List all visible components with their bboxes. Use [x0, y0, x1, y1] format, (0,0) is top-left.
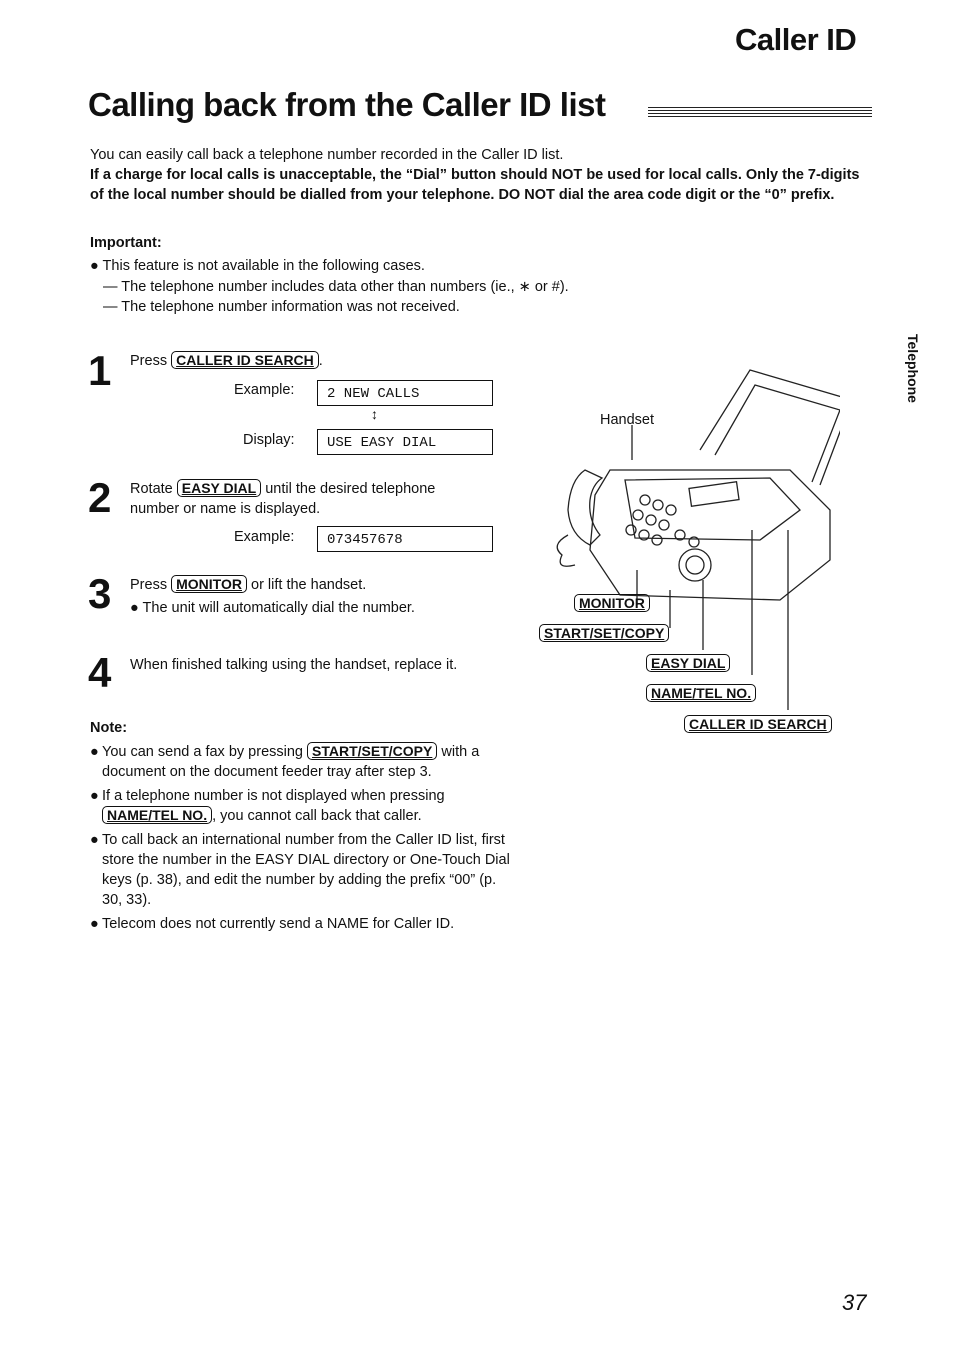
step-2-text: Rotate EASY DIAL until the desired telephone number or name is displayed. [130, 480, 436, 517]
important-case: — The telephone number includes data other than numbers (ie., ∗ or #). [103, 279, 569, 295]
step-number: 3 [88, 570, 112, 617]
note-list [90, 742, 510, 938]
alternating-arrow-icon: ↕ [371, 406, 378, 422]
list-item: ● If a telephone number is not displayed when pressing NAME/TEL NO. , you cannot call back that caller. [90, 788, 445, 824]
section-title: Caller ID [735, 22, 857, 57]
easy-dial-callout: EASY DIAL [646, 654, 730, 672]
caller-id-search-key: CALLER ID SEARCH [171, 351, 319, 369]
bullet-icon: ● [90, 916, 99, 932]
important-case: — The telephone number information was not received. [103, 299, 460, 315]
display-label: Display: [243, 432, 295, 448]
side-tab-label [896, 330, 926, 420]
start-set-copy-key: START/SET/COPY [307, 742, 437, 760]
step-number: 4 [88, 649, 112, 696]
step-4-text: When finished talking using the handset, replace it. [130, 657, 458, 673]
lcd-display: USE EASY DIAL [317, 429, 493, 455]
intro [90, 145, 860, 205]
lcd-example: 2 NEW CALLS [317, 380, 493, 406]
step-3-bullet: ● The unit will automatically dial the number. [130, 600, 415, 616]
bullet-icon: ● [90, 788, 99, 804]
fax-machine-illustration [540, 360, 840, 740]
step-number: 2 [88, 474, 112, 521]
step-number: 1 [88, 347, 112, 394]
start-set-copy-callout: START/SET/COPY [539, 624, 669, 642]
side-tab-text: Telephone [905, 334, 921, 403]
example-label: Example: [234, 529, 295, 545]
title-rule [648, 107, 872, 119]
name-tel-no-callout: NAME/TEL NO. [646, 684, 756, 702]
bullet-icon: ● [90, 744, 99, 760]
fax-machine-figure [540, 360, 840, 740]
local-call-warning: If a charge for local calls is unacceptable, the “Dial” button should NOT be used for local calls. Only the 7-digits of the local number should be dialled from your telephone. DO NOT dial the area code digit or the “0” prefix. [90, 167, 860, 203]
bullet-icon: ● [90, 832, 99, 848]
list-item: ● You can send a fax by pressing START/SET/COPY with a document on the document feeder tray after step 3. [90, 743, 480, 780]
intro-text: You can easily call back a telephone number recorded in the Caller ID list. [90, 147, 564, 163]
side-tab [896, 330, 926, 420]
name-tel-no-key: NAME/TEL NO. [102, 806, 212, 824]
page-number: 37 [842, 1290, 867, 1315]
step-3-text: Press MONITOR or lift the handset. [130, 576, 367, 593]
note-label: Note: [90, 720, 128, 736]
list-item: ● To call back an international number from the Caller ID list, first store the number in the EASY DIAL directory or One-Touch Dial keys (p. 38), and edit the number by adding the prefix “00” (p. 30, 33). [90, 832, 510, 908]
easy-dial-key: EASY DIAL [177, 479, 261, 497]
list-item: ● Telecom does not currently send a NAME for Caller ID. [90, 916, 455, 932]
important-label: Important: [90, 235, 162, 251]
example-label: Example: [234, 382, 295, 398]
monitor-key: MONITOR [171, 575, 247, 593]
caller-id-search-callout: CALLER ID SEARCH [684, 715, 832, 733]
bullet-icon: ● [90, 258, 99, 274]
step-1-text: Press CALLER ID SEARCH . [130, 352, 323, 369]
handset-label: Handset [600, 412, 655, 428]
important-bullet: ● This feature is not available in the following cases. [90, 258, 425, 274]
bullet-icon: ● [130, 600, 139, 616]
lcd-example: 073457678 [317, 526, 493, 552]
monitor-callout: MONITOR [574, 594, 650, 612]
page-title: Calling back from the Caller ID list [88, 86, 606, 123]
